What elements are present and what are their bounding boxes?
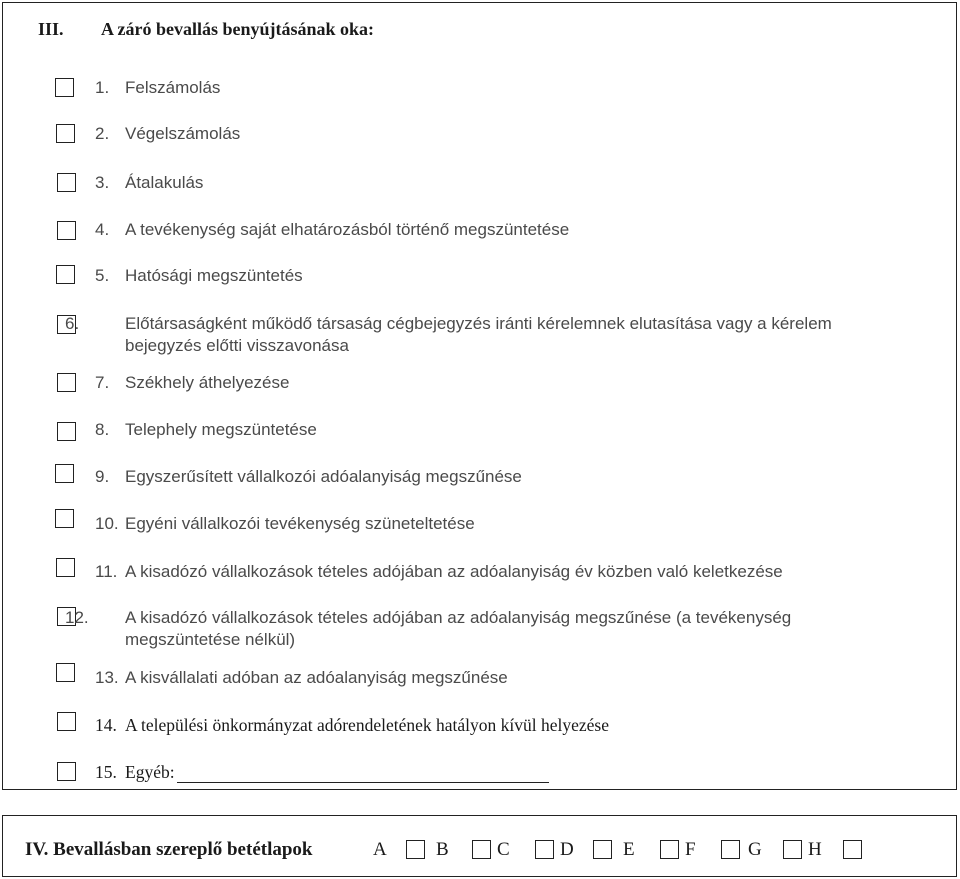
reason-checkbox-14[interactable] xyxy=(57,712,76,731)
reason-number: 11. xyxy=(95,562,118,581)
reason-label: Székhely áthelyezése xyxy=(125,373,290,392)
sheet-checkbox-c[interactable] xyxy=(535,840,554,859)
sheet-checkbox-b[interactable] xyxy=(472,840,491,859)
section-iii-title: A záró bevallás benyújtásának oka: xyxy=(101,19,375,39)
sheet-label-b: B xyxy=(436,839,449,860)
reason-number: 10. xyxy=(95,514,119,533)
sheet-label-g: G xyxy=(748,839,762,860)
sheet-label-f: F xyxy=(685,839,696,860)
reason-checkbox-7[interactable] xyxy=(57,373,76,392)
reason-label: Hatósági megszüntetés xyxy=(125,266,303,285)
reason-label: Felszámolás xyxy=(125,78,221,97)
sheet-label-a: A xyxy=(373,839,387,860)
sheet-label-c: C xyxy=(497,839,510,860)
sheet-checkbox-d[interactable] xyxy=(593,840,612,859)
reason-label: Végelszámolás xyxy=(125,124,241,143)
other-reason-line[interactable] xyxy=(177,765,549,783)
reason-checkbox-9[interactable] xyxy=(55,464,74,483)
sheet-checkbox-h[interactable] xyxy=(843,840,862,859)
reason-label: A kisvállalati adóban az adóalanyiság megszűnése xyxy=(125,668,508,687)
reason-number: 15. xyxy=(95,762,117,782)
reason-checkbox-3[interactable] xyxy=(57,173,76,192)
reason-number: 3. xyxy=(95,173,110,192)
reason-number: 7. xyxy=(95,373,110,392)
sheet-checkbox-e[interactable] xyxy=(660,840,679,859)
sheet-checkbox-g[interactable] xyxy=(783,840,802,859)
reason-checkbox-11[interactable] xyxy=(56,558,75,577)
reason-number: 1. xyxy=(95,78,110,97)
reason-label: Egyéb: xyxy=(125,762,175,782)
reason-label: Egyszerűsített vállalkozói adóalanyiság megszűnése xyxy=(125,467,522,486)
reason-number: 13. xyxy=(95,668,119,687)
reason-number: 8. xyxy=(95,420,110,439)
reason-checkbox-1[interactable] xyxy=(55,78,74,97)
reason-checkbox-15[interactable] xyxy=(57,762,76,781)
reason-number: 9. xyxy=(95,467,110,486)
reason-number: 14. xyxy=(95,715,117,735)
reason-checkbox-5[interactable] xyxy=(56,265,75,284)
section-iv-title: Bevallásban szereplő betétlapok xyxy=(53,839,313,860)
reason-number: 12. xyxy=(65,608,89,627)
reason-label: A kisadózó vállalkozások tételes adójában az adóalanyiság év közben való keletkezése xyxy=(125,562,783,581)
section-iv-heading xyxy=(25,839,313,861)
reason-number: 6. xyxy=(65,314,80,333)
reason-label: A települési önkormányzat adórendeletének hatályon kívül helyezése xyxy=(125,715,609,735)
reason-checkbox-10[interactable] xyxy=(55,509,74,528)
sheet-checkbox-f[interactable] xyxy=(721,840,740,859)
reason-label: A kisadózó vállalkozások tételes adójában az adóalanyiság megszűnése (a tevékenység megszüntetése nélkül) xyxy=(125,608,792,649)
sheet-label-d: D xyxy=(560,839,574,860)
reason-label: Egyéni vállalkozói tevékenység szüneteltetése xyxy=(125,514,475,533)
reason-checkbox-2[interactable] xyxy=(56,124,75,143)
reason-number: 4. xyxy=(95,220,110,239)
reason-checkbox-4[interactable] xyxy=(57,221,76,240)
reason-number: 2. xyxy=(95,124,110,143)
sheet-label-e: E xyxy=(623,839,635,860)
reason-number: 5. xyxy=(95,266,110,285)
section-iii-number: III. xyxy=(38,19,64,39)
reason-checkbox-13[interactable] xyxy=(56,663,75,682)
section-iv-number: IV. xyxy=(25,839,49,860)
reason-label: Átalakulás xyxy=(125,173,204,192)
reason-label: A tevékenység saját elhatározásból történő megszüntetése xyxy=(125,220,570,239)
sheet-label-h: H xyxy=(808,839,822,860)
section-iii xyxy=(2,2,957,790)
sheet-checkbox-a[interactable] xyxy=(406,840,425,859)
reason-label: Telephely megszüntetése xyxy=(125,420,317,439)
reason-checkbox-8[interactable] xyxy=(57,422,76,441)
reason-label: Előtársaságként működő társaság cégbejegyzés iránti kérelemnek elutasítása vagy a kérelem bejegyzés előtti visszavonása xyxy=(125,314,832,355)
section-iii-heading xyxy=(38,19,374,40)
section-iv xyxy=(2,815,957,877)
